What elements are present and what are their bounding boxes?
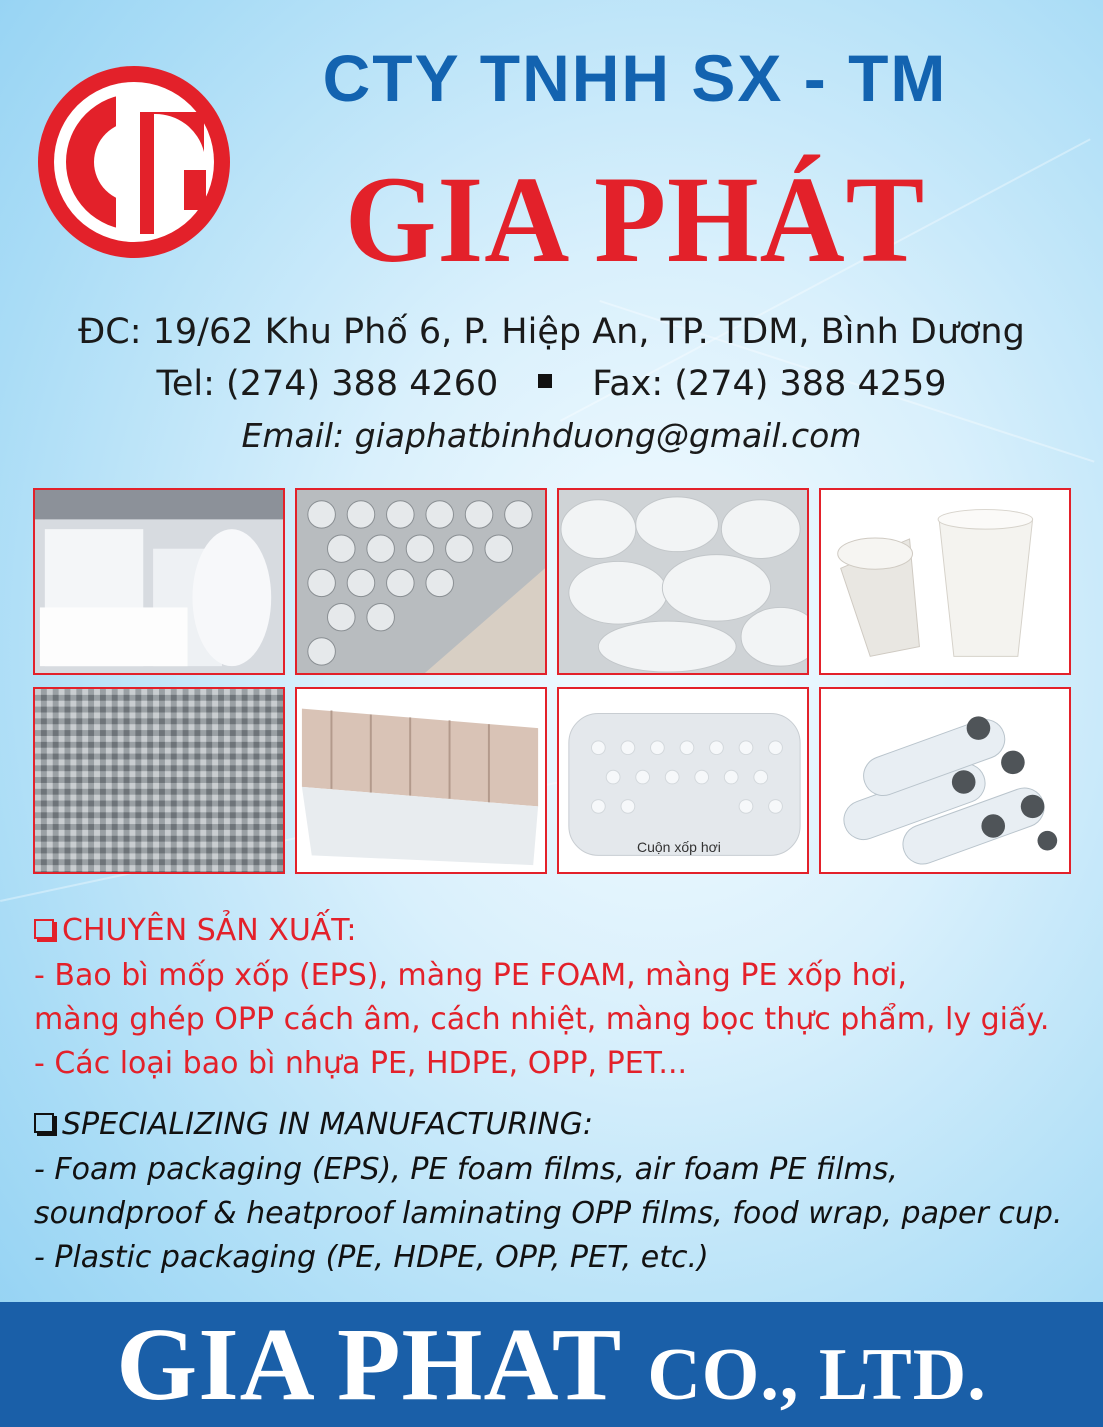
email-line[interactable]: Email: giaphatbinhduong@gmail.com	[241, 416, 862, 455]
vn-heading-text: CHUYÊN SẢN XUẤT:	[62, 913, 357, 948]
air-column-bag-image	[297, 689, 545, 872]
product-gallery	[33, 488, 1071, 876]
gallery-tile	[33, 488, 285, 675]
footer-name: GIA PHAT	[116, 1306, 621, 1422]
pe-foam-rolls-image	[559, 490, 807, 673]
gallery-tile	[295, 488, 547, 675]
gp-circle-logo-icon	[34, 52, 234, 272]
vn-heading	[34, 912, 1094, 950]
vn-line: - Các loại bao bì nhựa PE, HDPE, OPP, PET...	[34, 1046, 688, 1081]
stretch-film-rolls-image	[821, 689, 1069, 872]
vn-line: - Bao bì mốp xốp (EPS), màng PE FOAM, màng PE xốp hơi,	[34, 958, 907, 993]
separator-square-icon	[538, 374, 552, 388]
en-line: - Plastic packaging (PE, HDPE, OPP, PET, etc.)	[34, 1240, 709, 1275]
eps-foam-blocks-image	[35, 490, 283, 673]
phone-fax-line	[0, 364, 1103, 404]
en-heading	[34, 1106, 1094, 1144]
bubble-roll-caption: Cuộn xốp hơi	[637, 839, 721, 855]
foil-foam-sheet-image	[35, 689, 283, 872]
footer-company-name	[116, 1306, 987, 1422]
gallery-tile	[295, 687, 547, 874]
english-products-section	[34, 1106, 1094, 1280]
footer-banner	[0, 1302, 1103, 1427]
address-line: ĐC: 19/62 Khu Phố 6, P. Hiệp An, TP. TDM, Bình Dương	[78, 312, 1025, 352]
checkbox-bullet-icon	[34, 1113, 54, 1133]
tel-text: Tel: (274) 388 4260	[156, 364, 499, 404]
gallery-tile	[819, 687, 1071, 874]
company-name-heading: GIA PHÁT	[344, 151, 926, 288]
en-line: - Foam packaging (EPS), PE foam films, air foam PE films,	[34, 1152, 898, 1187]
vietnamese-products-section	[34, 912, 1094, 1086]
checkbox-bullet-icon	[34, 919, 54, 939]
fax-text: Fax: (274) 388 4259	[592, 364, 947, 404]
gallery-tile	[557, 488, 809, 675]
gallery-tile	[33, 687, 285, 874]
company-logo	[34, 52, 234, 272]
en-line: soundproof & heatproof laminating OPP films, food wrap, paper cup.	[34, 1196, 1063, 1231]
en-heading-text: SPECIALIZING IN MANUFACTURING:	[62, 1107, 593, 1142]
company-type-heading: CTY TNHH SX - TM	[322, 41, 948, 115]
footer-suffix: CO., LTD.	[647, 1333, 987, 1416]
vn-line: màng ghép OPP cách âm, cách nhiệt, màng bọc thực phẩm, ly giấy.	[34, 1002, 1050, 1037]
paper-cups-image	[821, 490, 1069, 673]
bubble-wrap-closeup-image	[297, 490, 545, 673]
gallery-tile	[557, 687, 809, 874]
gallery-tile	[819, 488, 1071, 675]
